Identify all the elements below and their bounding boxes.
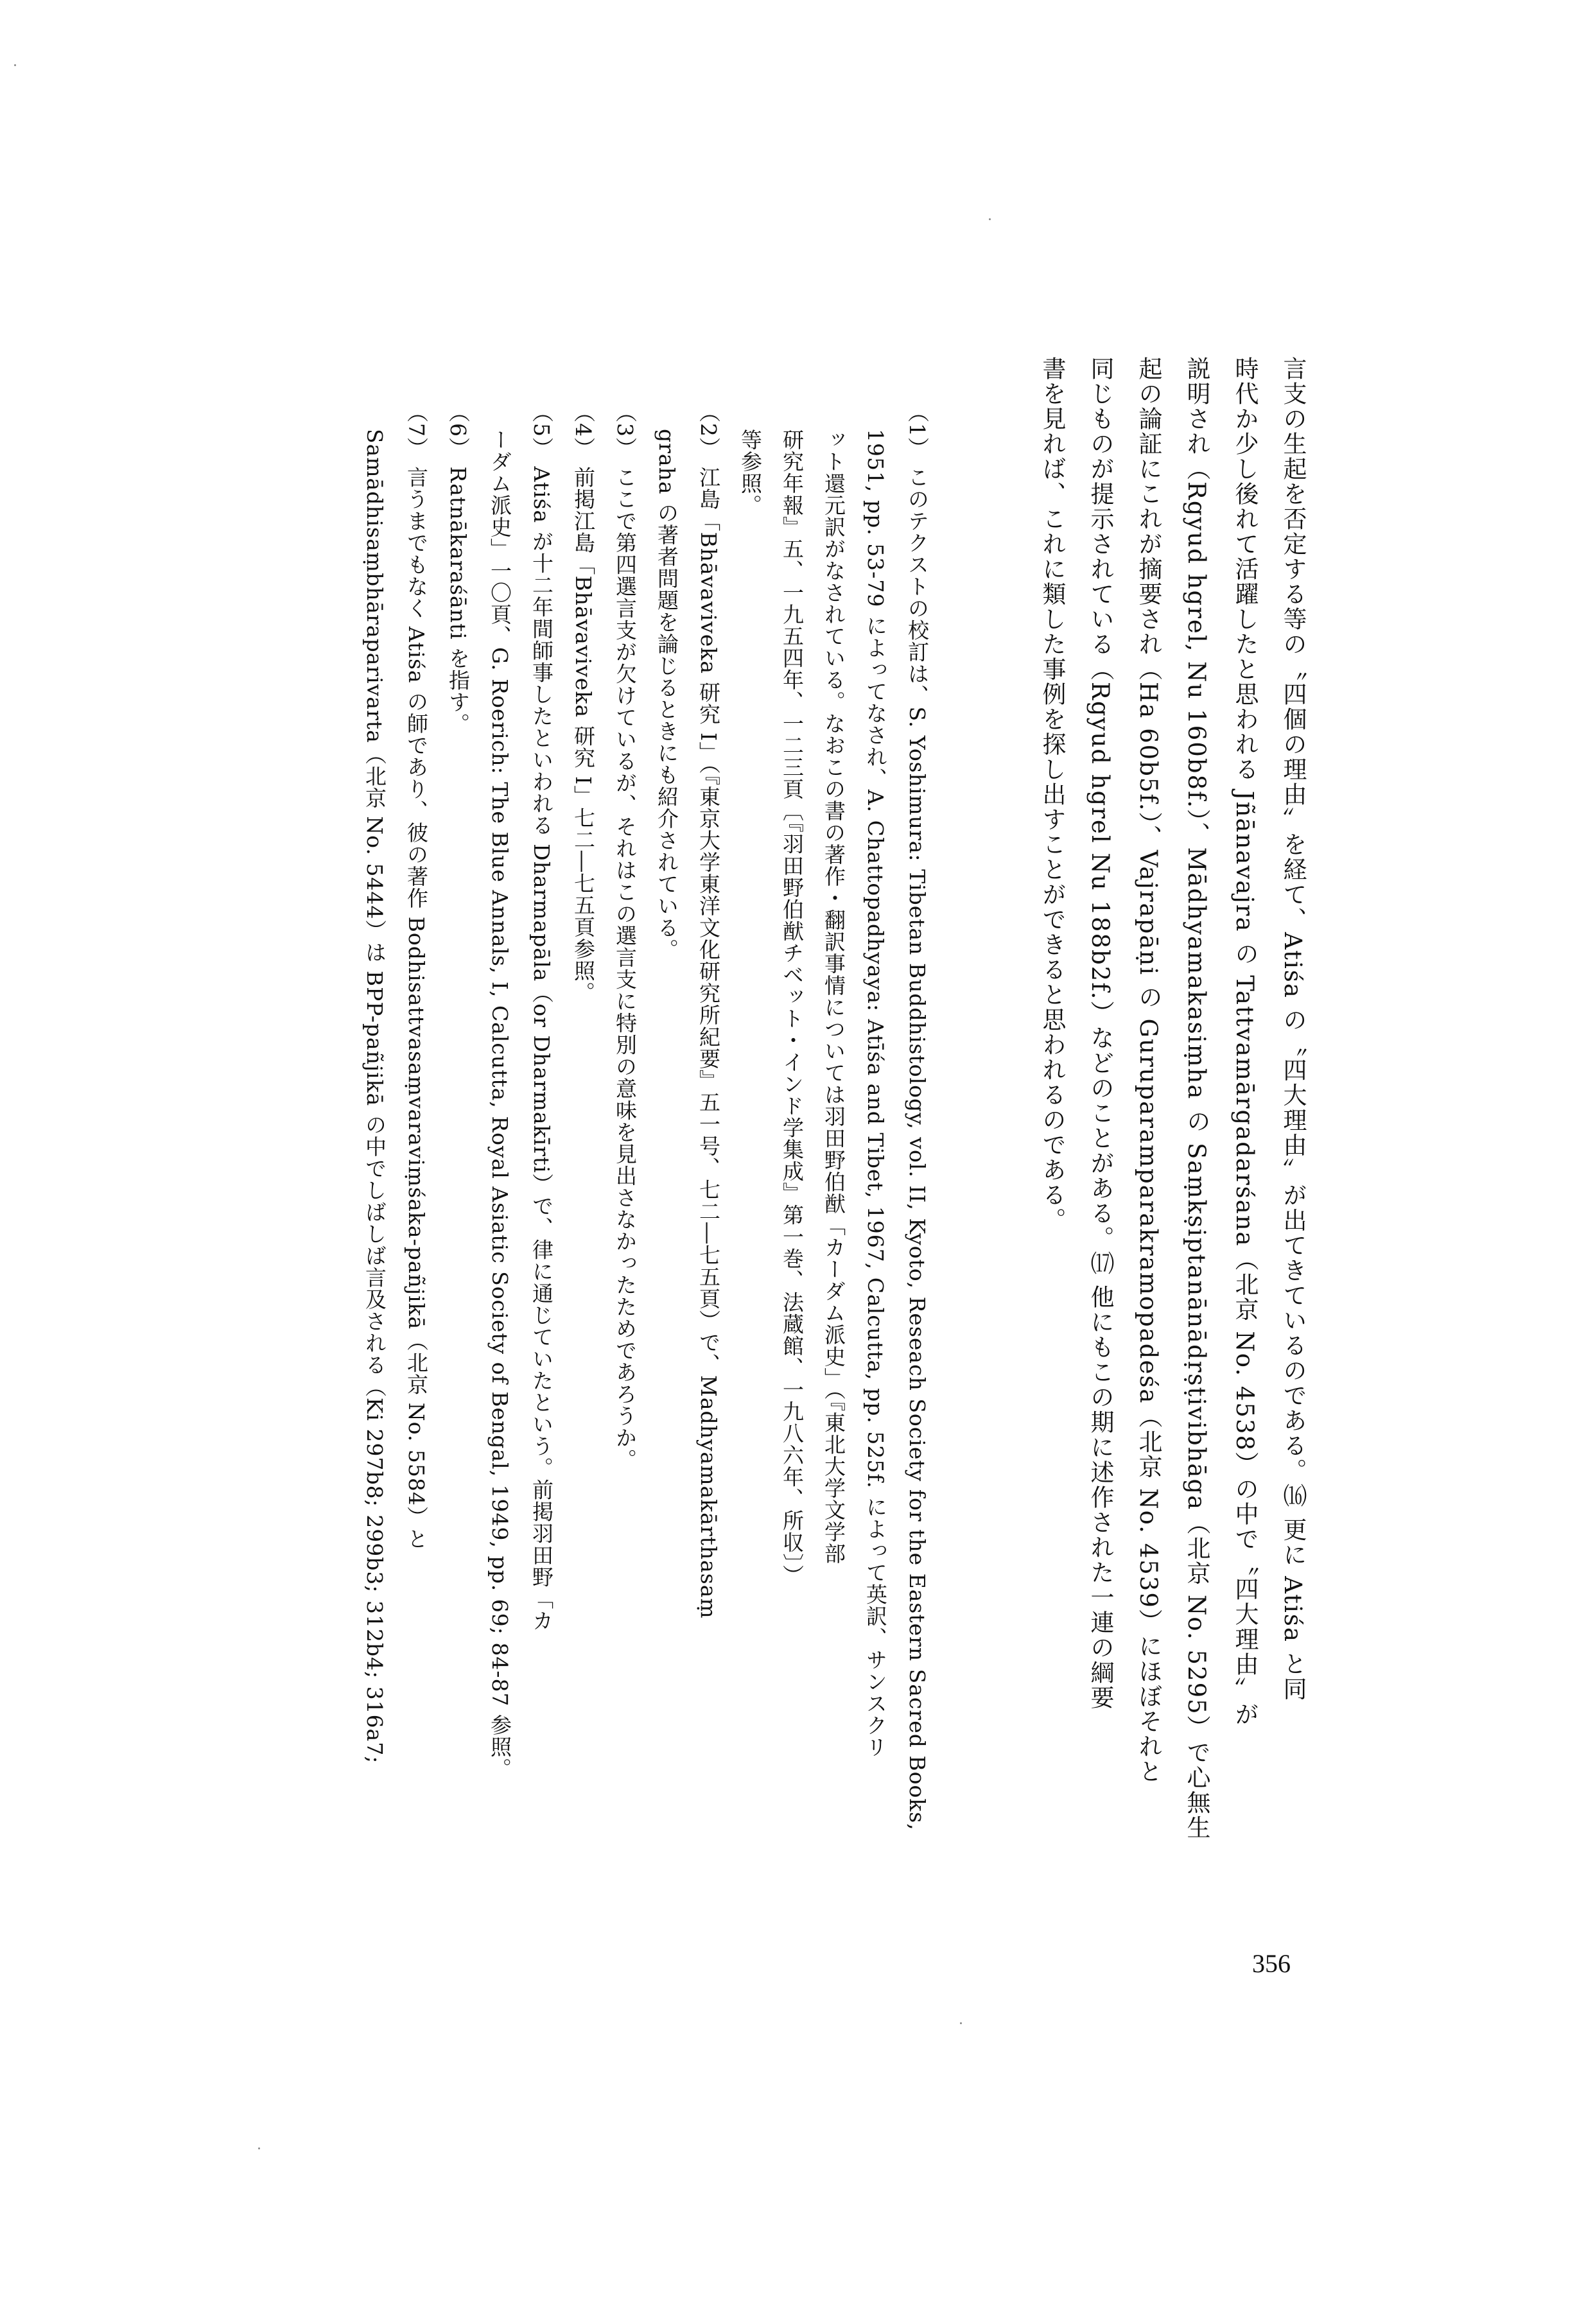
scan-speck xyxy=(960,2022,962,2024)
footnote-1-line-5: 等参照。 xyxy=(738,429,763,516)
footnote-7-line-2: Samādhisaṃbhāraparivarta（北京 No. 5444）は BPP-pañjikā の中でしばしば言及される（Ki 297b8; 299b3; 312b4; 316a7; xyxy=(362,429,387,1764)
body-line-1: 言支の生起を否定する等の〝四個の理由〟を経て、Atiśa の〝四大理由〟が出てきているのである。⒃ 更に Atiśa と同 xyxy=(1279,356,1307,1702)
footnote-2-line-2: graha の著者問題を論じるときにも紹介されている。 xyxy=(654,429,679,960)
footnote-2-line-1: （2） 江島「Bhāvaviveka 研究 I」（『東京大学東洋文化研究所紀要』五一号、七二―七五頁）で、Madhyamakārthasaṃ xyxy=(696,401,721,1619)
footnote-1-line-3: ット還元訳がなされている。なおこの書の著作・翻訳事情については羽田野伯猷「カーダム派史」（『東北大学文学部 xyxy=(821,429,846,1565)
footnote-5-line-1: （5） Atiśa が十二年間師事したといわれる Dharmapāla（or Dharmakīrti）で、律に通じていたという。前掲羽田野「カ xyxy=(529,401,554,1632)
body-line-6: 書を見れば、これに類した事例を探し出すことができると思われるのである。 xyxy=(1038,356,1066,1233)
scan-speck xyxy=(989,218,991,220)
body-line-2: 時代か少し後れて活躍したと思われる Jñānavajra の Tattvamārgadarśana（北京 No. 4538）の中で〝四大理由〟が xyxy=(1231,356,1259,1728)
body-line-5: 同じものが提示されている（Rgyud hgrel Nu 188b2f.）などのことがある。⒄ 他にもこの期に述作された一連の綱要 xyxy=(1086,356,1114,1711)
footnote-1-line-1: （1） このテクストの校訂は、S. Yoshimura: Tibetan Buddhistology, vol. II, Kyoto, Reseach Society for the Eastern Sacred Books, xyxy=(905,401,930,1831)
page-number: 356 xyxy=(1252,1949,1291,1978)
footnote-7-line-1: （7） 言うまでもなく Atiśa の師であり、彼の著作 Bodhisattvasaṃvaraviṃśaka-pañjikā（北京 No. 5584）と xyxy=(404,401,429,1550)
footnote-3: （3） ここで第四選言支が欠けているが、それはこの選言支に特別の意味を見出さなかったためであろうか。 xyxy=(613,401,638,1471)
body-line-4: 起の論証にこれが摘要され（Ha 60b5f.）、Vajrapāṇi の Guruparamparakramopadeśa（北京 No. 4539）にほぼそれと xyxy=(1135,356,1162,1784)
scan-speck xyxy=(14,64,16,66)
scan-speck xyxy=(258,2147,260,2149)
footnote-5-line-2: ーダム派史」一〇頁、G. Roerich: The Blue Annals, I, Calcutta, Royal Asiatic Society of Bengal, 1949, pp. 69; 84-87 参照。 xyxy=(487,429,512,1780)
footnote-1-line-4: 研究年報』五、一九五四年、一二三頁〔『羽田野伯猷チベット・インド学集成』第一巻、法蔵館、一九八六年、所収〕） xyxy=(780,429,805,1586)
footnote-1-line-2: 1951, pp. 53-79 によってなされ、A. Chattopadhyaya: Atīśa and Tibet, 1967, Calcutta, pp. 525f. によって英訳、サンスクリ xyxy=(863,429,888,1758)
footnote-4: （4） 前掲江島「Bhāvaviveka 研究 I」七二―七五頁参照。 xyxy=(571,401,596,1004)
body-line-3: 説明され（Rgyud hgrel, Nu 160b8f.）、Mādhyamakasiṃha の Saṃkṣiptanānādṛṣṭivibhāga（北京 No. 5295）で心無生 xyxy=(1183,356,1210,1841)
footnote-6: （6） Ratnākaraśānti を指す。 xyxy=(446,401,471,735)
